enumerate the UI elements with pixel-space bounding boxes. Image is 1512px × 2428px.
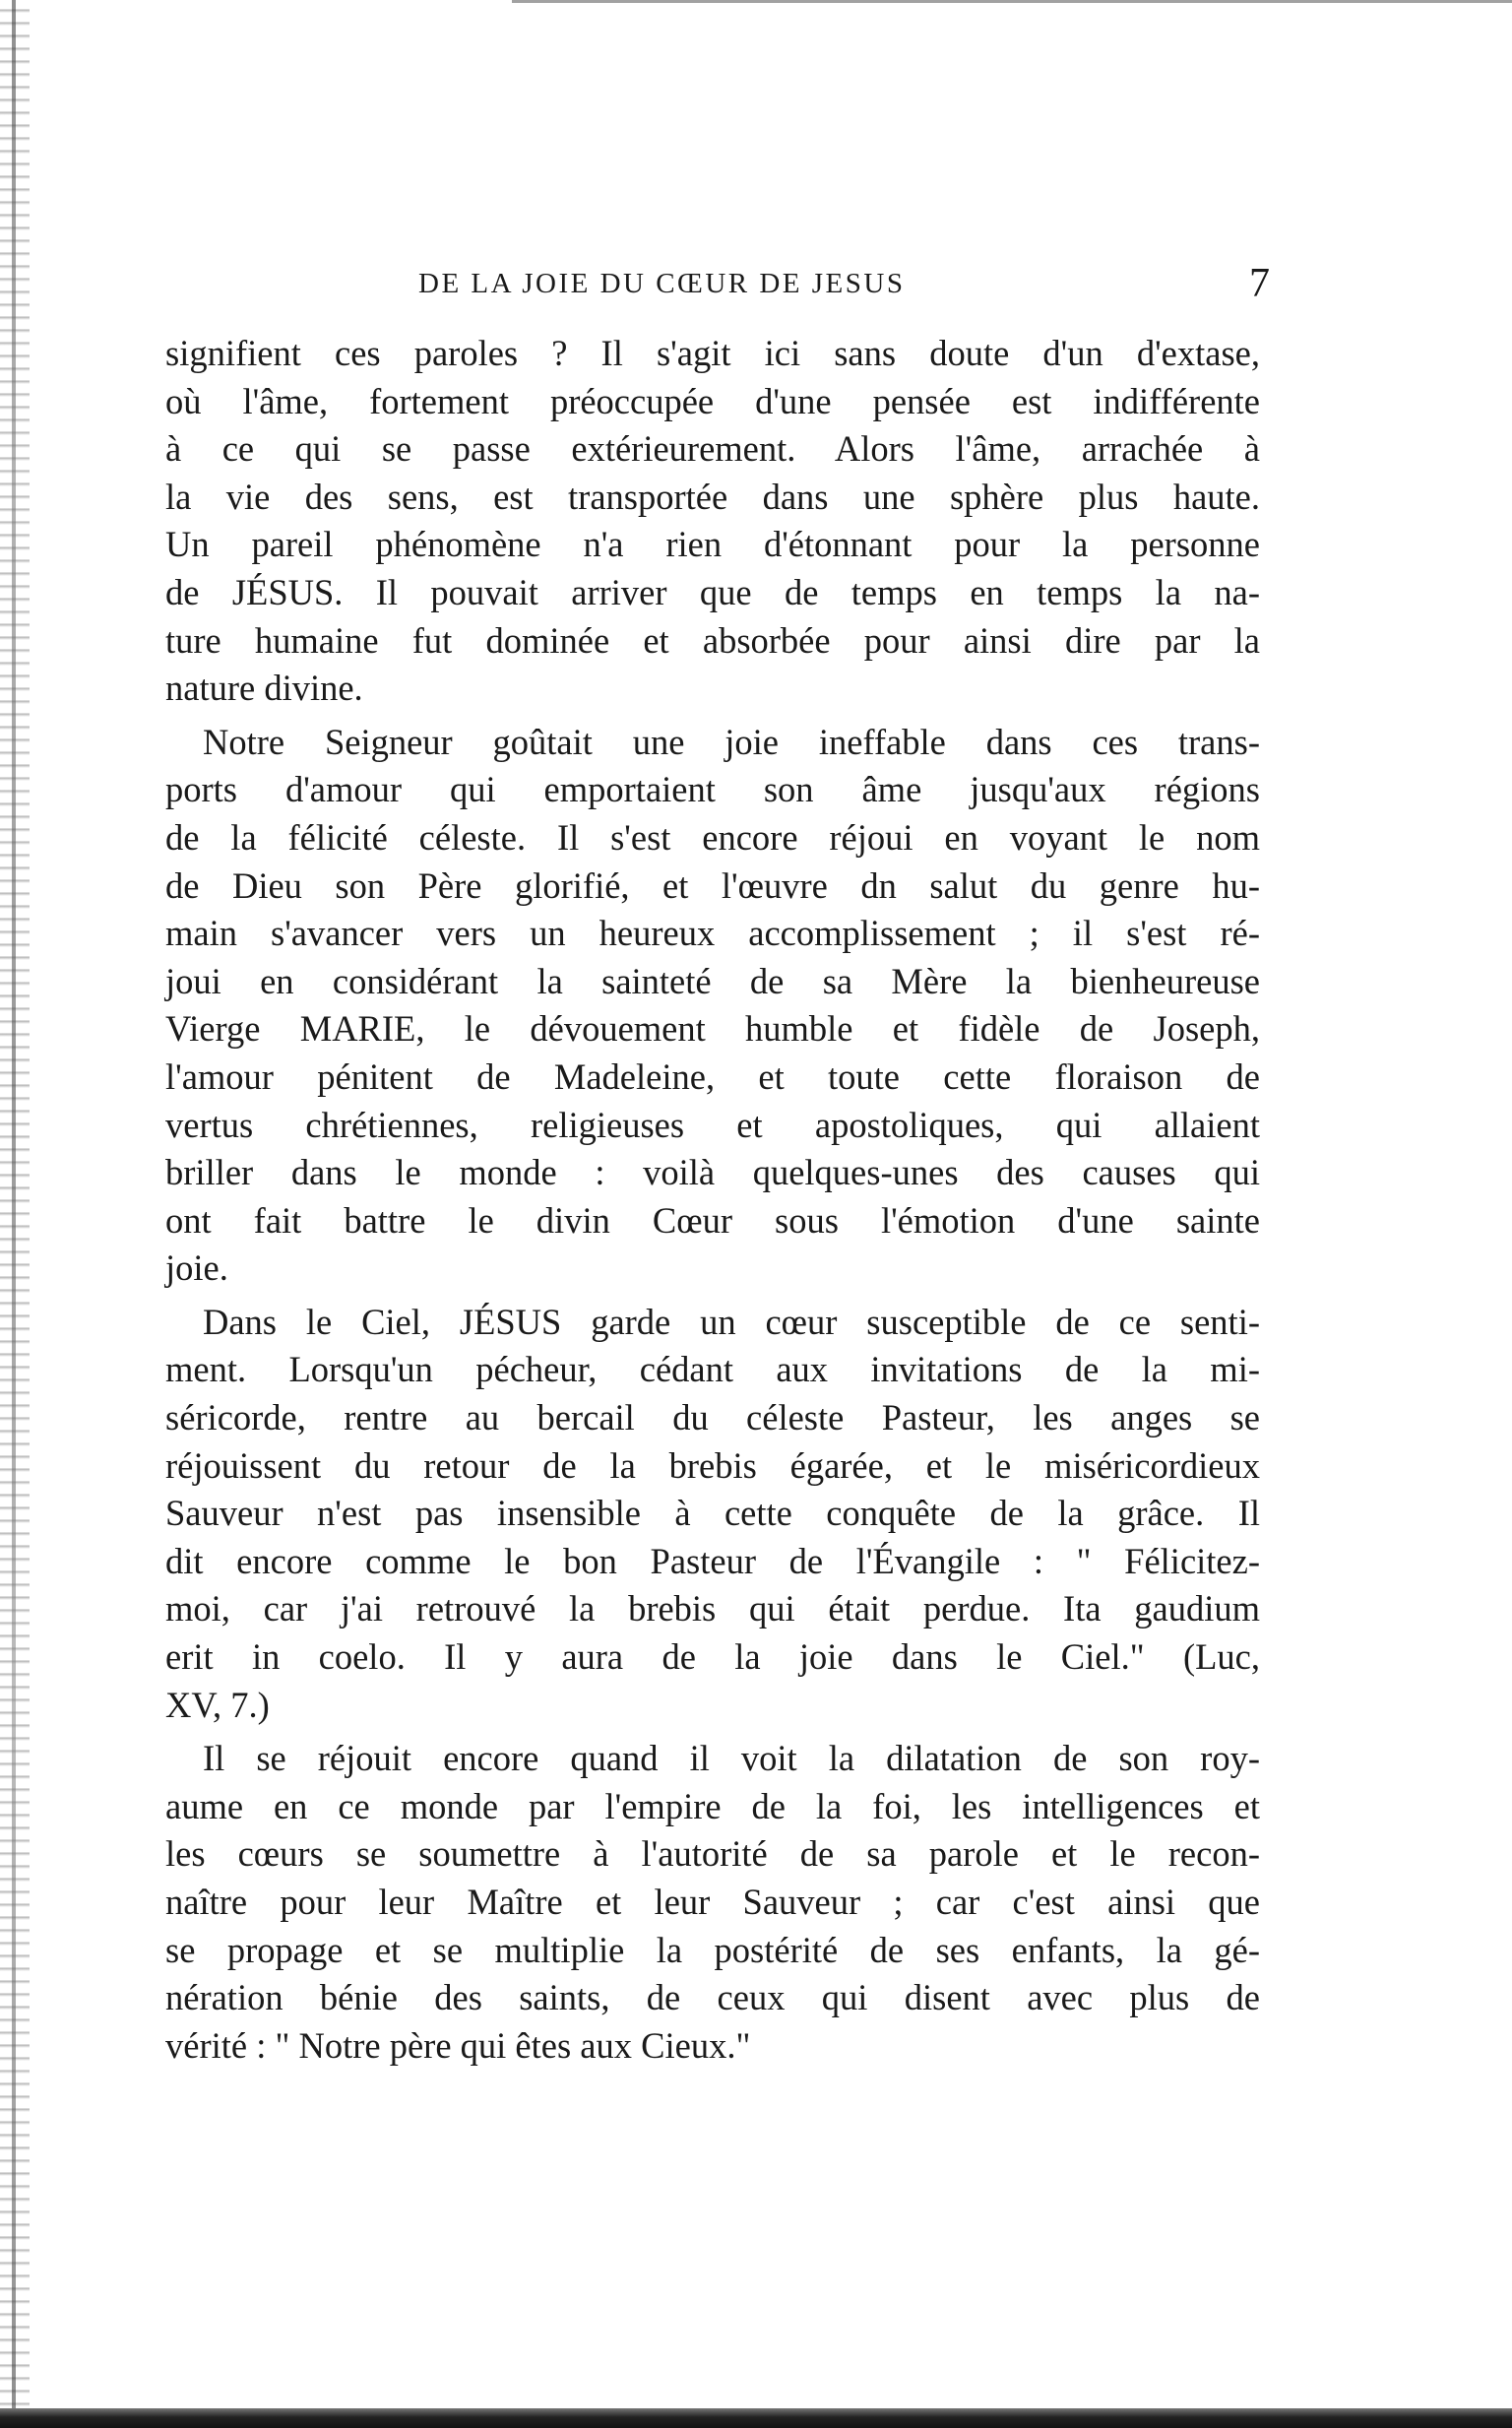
text-line: aume en ce monde par l'empire de la foi, les intelligences et [165, 1785, 1260, 1826]
text-line: réjouissent du retour de la brebis égarée, et le miséricordieux [165, 1444, 1260, 1486]
text-line: signifient ces paroles ? Il s'agit ici sans doute d'un d'extase, [165, 333, 1260, 373]
text-line: de Dieu son Père glorifié, et l'œuvre dn salut du genre hu- [165, 864, 1260, 906]
text-line: joui en considérant la sainteté de sa Mère la bienheureuse [165, 960, 1260, 1001]
text-line: ont fait battre le divin Cœur sous l'émotion d'une sainte [165, 1199, 1260, 1241]
text-line: main s'avancer vers un heureux accomplissement ; il s'est ré- [165, 913, 1260, 954]
text-line: vertus chrétiennes, religieuses et apostoliques, qui allaient [165, 1104, 1260, 1145]
running-title: DE LA JOIE DU CŒUR DE JESUS [418, 268, 906, 299]
page-number: 7 [1249, 261, 1270, 306]
page-header [167, 258, 1270, 317]
scan-top-edge [512, 0, 1512, 3]
text-line: la vie des sens, est transportée dans une sphère plus haute. [165, 476, 1260, 517]
text-line: XV, 7.) [165, 1684, 270, 1725]
body-text [165, 330, 1260, 2070]
text-line: à ce qui se passe extérieurement. Alors l'âme, arrachée à [165, 428, 1260, 470]
text-line: vérité : " Notre père qui êtes aux Cieux." [165, 2024, 751, 2066]
text-line: Notre Seigneur goûtait une joie ineffable dans ces trans- [203, 721, 1260, 762]
text-line: dit encore comme le bon Pasteur de l'Évangile : " Félicitez- [165, 1540, 1260, 1581]
paragraph-2 [165, 719, 1260, 1293]
text-line: séricorde, rentre au bercail du céleste Pasteur, les anges se [165, 1397, 1260, 1438]
binding-shadow [12, 0, 16, 2428]
text-line: erit in coelo. Il y aura de la joie dans le Ciel." (Luc, [165, 1636, 1260, 1678]
text-line: l'amour pénitent de Madeleine, et toute cette floraison de [165, 1055, 1260, 1097]
text-line: de la félicité céleste. Il s'est encore réjoui en voyant le nom [165, 816, 1260, 858]
text-line: ment. Lorsqu'un pécheur, cédant aux invitations de la mi- [165, 1349, 1260, 1390]
text-line: joie. [165, 1247, 228, 1289]
text-line: Il se réjouit encore quand il voit la dilatation de son roy- [203, 1738, 1260, 1779]
paragraph-4 [165, 1735, 1260, 2070]
paragraph-3 [165, 1299, 1260, 1729]
text-line: moi, car j'ai retrouvé la brebis qui était perdue. Ita gaudium [165, 1588, 1260, 1629]
text-line: briller dans le monde : voilà quelques-unes des causes qui [165, 1152, 1260, 1193]
text-line: naître pour leur Maître et leur Sauveur ; car c'est ainsi que [165, 1882, 1260, 1922]
text-line: ture humaine fut dominée et absorbée pour ainsi dire par la [165, 619, 1260, 661]
text-line: ports d'amour qui emportaient son âme jusqu'aux régions [165, 769, 1260, 810]
scan-bottom-edge [0, 2408, 1512, 2428]
text-line: de JÉSUS. Il pouvait arriver que de temps en temps la na- [165, 571, 1260, 612]
text-line: Dans le Ciel, JÉSUS garde un cœur susceptible de ce senti- [203, 1301, 1260, 1342]
paragraph-1 [165, 330, 1260, 713]
text-line: les cœurs se soumettre à l'autorité de sa parole et le recon- [165, 1833, 1260, 1875]
text-line: nature divine. [165, 668, 363, 709]
text-line: nération bénie des saints, de ceux qui disent avec plus de [165, 1977, 1260, 2018]
text-line: se propage et se multiplie la postérité de ses enfants, la gé- [165, 1929, 1260, 1970]
text-line: où l'âme, fortement préoccupée d'une pensée est indifférente [165, 380, 1260, 421]
text-line: Vierge MARIE, le dévouement humble et fidèle de Joseph, [165, 1008, 1260, 1050]
text-line: Un pareil phénomène n'a rien d'étonnant pour la personne [165, 524, 1260, 565]
text-line: Sauveur n'est pas insensible à cette conquête de la grâce. Il [165, 1493, 1260, 1534]
